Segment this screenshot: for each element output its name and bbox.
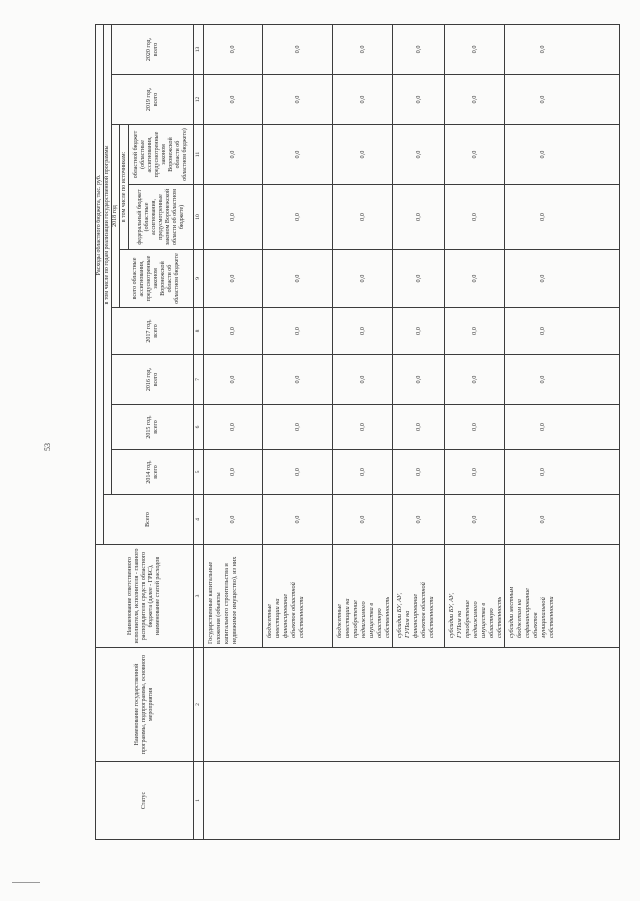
value-cell: 0,0 (393, 405, 445, 450)
value-cell: 0,0 (333, 450, 393, 495)
header-program-name: Наименование государственной программы, подпрограммы, основного мероприятия (96, 648, 194, 762)
header-year-2015: 2015 год, всего (112, 405, 194, 450)
value-cell: 0,0 (263, 355, 333, 405)
value-cell: 0,0 (445, 495, 505, 545)
value-cell: 0,0 (393, 495, 445, 545)
value-cell: 0,0 (204, 185, 263, 250)
header-by-years: в том числе по годам реализации государственной программы (104, 24, 112, 494)
value-cell: 0,0 (333, 125, 393, 185)
column-number: 8 (194, 308, 204, 355)
value-cell: 0,0 (263, 125, 333, 185)
value-cell: 0,0 (263, 250, 333, 308)
header-year-2018: 2018 год (112, 125, 120, 308)
value-cell: 0,0 (393, 355, 445, 405)
header-total: Всего (104, 495, 194, 545)
header-year-2020: 2020 год, всего (112, 24, 194, 74)
column-number: 3 (194, 545, 204, 648)
value-cell: 0,0 (505, 450, 620, 495)
value-cell: 0,0 (333, 405, 393, 450)
header-expenses: Расходы областного бюджета, тыс. руб. (96, 24, 104, 544)
value-cell: 0,0 (333, 308, 393, 355)
value-cell: 0,0 (204, 75, 263, 125)
value-cell: 0,0 (505, 75, 620, 125)
header-by-sources: в том числе по источникам: (120, 125, 129, 250)
value-cell: 0,0 (204, 24, 263, 74)
row-label: бюджетные инвестиции на финансирование объектов областной собственности (263, 545, 333, 648)
value-cell: 0,0 (445, 75, 505, 125)
value-cell: 0,0 (445, 250, 505, 308)
column-number: 6 (194, 405, 204, 450)
value-cell: 0,0 (505, 185, 620, 250)
column-number: 4 (194, 495, 204, 545)
value-cell: 0,0 (393, 450, 445, 495)
value-cell: 0,0 (393, 185, 445, 250)
value-cell: 0,0 (445, 24, 505, 74)
value-cell: 0,0 (445, 308, 505, 355)
value-cell: 0,0 (333, 185, 393, 250)
value-cell: 0,0 (505, 24, 620, 74)
column-number: 11 (194, 125, 204, 185)
row-label: Государственные капитальные вложения (объекты капитального строительства и недвижимое имущество), из них (204, 545, 263, 648)
row-label: субсидии местным бюджетам на софинансирование объектов муниципальной собственности (505, 545, 620, 648)
header-year-2018-regional: областной бюджет (областные ассигнования, предусмотренные законом Воронежской области об областном бюджете) (129, 125, 194, 185)
header-year-2018-total: всего областные ассигнования, предусмотренные законом Воронежской области об областном бюджете (120, 250, 194, 308)
value-cell: 0,0 (263, 24, 333, 74)
value-cell: 0,0 (263, 450, 333, 495)
value-cell: 0,0 (204, 308, 263, 355)
column-number: 7 (194, 355, 204, 405)
row-label: субсидии БУ, АУ, ГУПам на приобретение недвижимого имущества в областную собственность (445, 545, 505, 648)
value-cell: 0,0 (445, 450, 505, 495)
value-cell: 0,0 (204, 495, 263, 545)
column-number: 9 (194, 250, 204, 308)
column-number: 12 (194, 75, 204, 125)
value-cell: 0,0 (505, 355, 620, 405)
value-cell: 0,0 (204, 125, 263, 185)
value-cell: 0,0 (393, 24, 445, 74)
header-year-2016: 2016 год, всего (112, 355, 194, 405)
value-cell: 0,0 (333, 495, 393, 545)
value-cell: 0,0 (393, 125, 445, 185)
header-row (96, 24, 104, 839)
column-number: 2 (194, 648, 204, 762)
value-cell: 0,0 (263, 495, 333, 545)
value-cell: 0,0 (393, 308, 445, 355)
value-cell: 0,0 (393, 250, 445, 308)
header-executor-name: Наименование ответственного исполнителя, исполнителя - главного распорядителя средств областного бюджета (далее - ГРБС), наименование статей расходов (96, 545, 194, 648)
value-cell: 0,0 (445, 185, 505, 250)
value-cell: 0,0 (393, 75, 445, 125)
value-cell: 0,0 (505, 250, 620, 308)
value-cell: 0,0 (505, 125, 620, 185)
column-numbers-row (194, 24, 204, 839)
column-number: 13 (194, 24, 204, 74)
row-label: субсидии БУ, АУ, ГУПам на финансирование объектов областной собственности (393, 545, 445, 648)
value-cell: 0,0 (445, 405, 505, 450)
value-cell: 0,0 (263, 75, 333, 125)
header-year-2017: 2017 год, всего (112, 308, 194, 355)
table-row (204, 24, 263, 839)
value-cell: 0,0 (333, 24, 393, 74)
page-number: 53 (43, 443, 52, 451)
value-cell: 0,0 (505, 308, 620, 355)
value-cell: 0,0 (333, 250, 393, 308)
value-cell: 0,0 (505, 495, 620, 545)
value-cell: 0,0 (333, 355, 393, 405)
value-cell: 0,0 (445, 125, 505, 185)
value-cell: 0,0 (505, 405, 620, 450)
value-cell: 0,0 (445, 355, 505, 405)
header-year-2018-federal: федеральный бюджет (областные ассигнования, предусмотренные законом Воронежской области об областном бюджете) (129, 185, 194, 250)
scan-mark (12, 882, 40, 883)
expenses-table (95, 24, 620, 840)
value-cell: 0,0 (263, 308, 333, 355)
value-cell: 0,0 (204, 355, 263, 405)
value-cell: 0,0 (204, 450, 263, 495)
program-name-cell (204, 648, 620, 762)
value-cell: 0,0 (333, 75, 393, 125)
value-cell: 0,0 (204, 405, 263, 450)
column-number: 1 (194, 762, 204, 840)
header-year-2014: 2014 год, всего (112, 450, 194, 495)
status-cell (204, 762, 620, 840)
value-cell: 0,0 (204, 250, 263, 308)
row-label: бюджетные инвестиции на приобретение недвижимого имущества в областную собственность (333, 545, 393, 648)
header-status: Статус (96, 762, 194, 840)
header-year-2019: 2019 год, всего (112, 75, 194, 125)
column-number: 5 (194, 450, 204, 495)
column-number: 10 (194, 185, 204, 250)
value-cell: 0,0 (263, 405, 333, 450)
value-cell: 0,0 (263, 185, 333, 250)
rotated-table-sheet (95, 25, 605, 840)
